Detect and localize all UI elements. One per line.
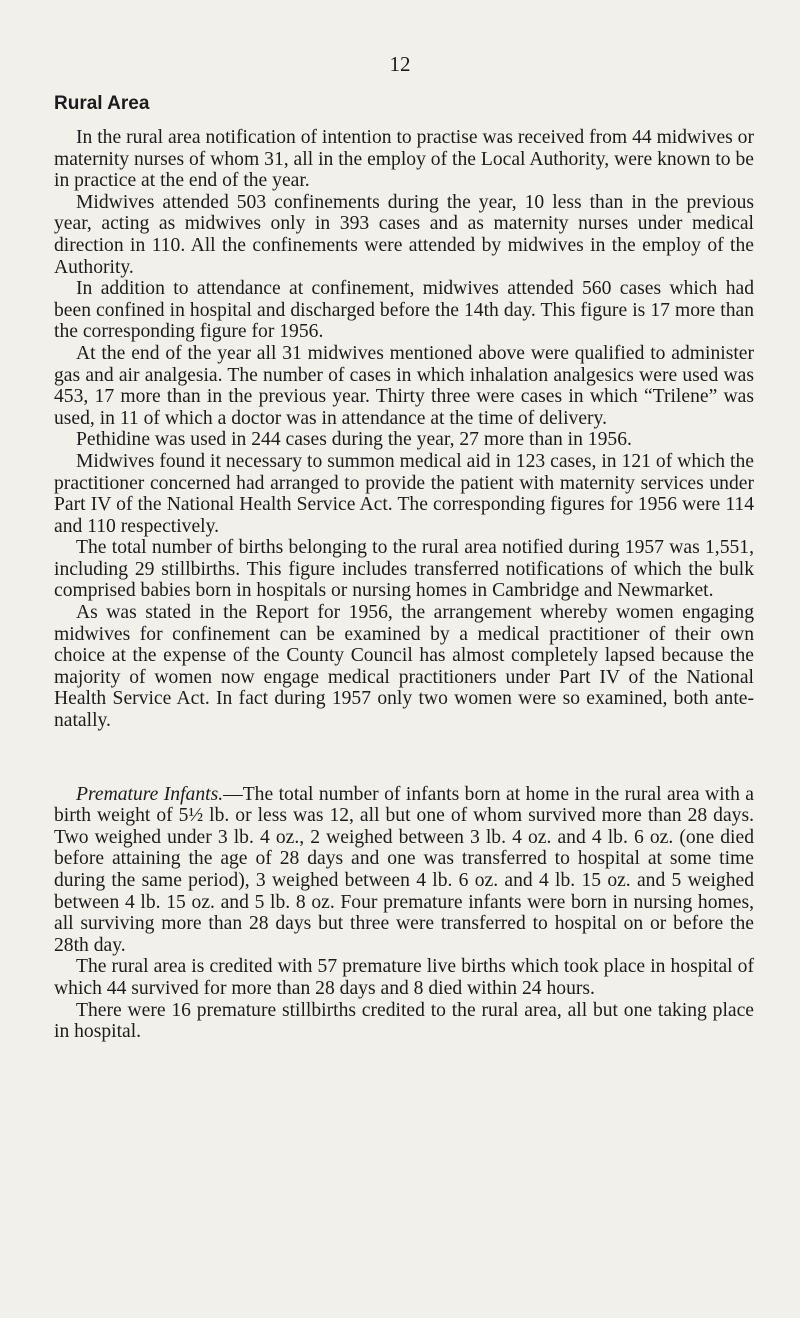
paragraph-hospital-discharge: In addition to attendance at confinement, midwives attended 560 cases which had been confined in hospital and discharged before the 14th day. This figure is 17 more than the corresponding figure for 1956. — [54, 278, 754, 343]
paragraph-examinations: As was stated in the Report for 1956, the arrangement whereby women engaging midwives for confinement can be examined by a medical practitioner of their own choice at the expense of the County Council has almost completely lapsed because the majority of women now engage medical practitioners under Part IV of the National Health Service Act. In fact during 1957 only two women were so examined, both ante-natally. — [54, 602, 754, 732]
paragraph-premature-hospital: The rural area is credited with 57 premature live births which took place in hospital of which 44 survived for more than 28 days and 8 died within 24 hours. — [54, 956, 754, 999]
paragraph-analgesia: At the end of the year all 31 midwives mentioned above were qualified to administer gas and air analgesia. The number of cases in which inhalation analgesics were used was 453, 17 more than in the previous year. Thirty three were cases in which “Trilene” was used, in 11 of which a doctor was in attendance at the time of delivery. — [54, 342, 754, 429]
section-heading-rural-area: Rural Area — [54, 93, 150, 114]
premature-infants-text: —The total number of infants born at home in the rural area with a birth weight of 5½ lb. or less was 12, all but one of whom survived more than 28 days. Two weighed under 3 lb. 4 oz., 2 weighed between 3 lb. 4 oz. and 4 lb. 6 oz. (one died before attaining the age of 28 days and one was transferred to hospital at some time during the same period), 3 weighed between 4 lb. 6 oz. and 4 lb. 15 oz. and 5 weighed between 4 lb. 15 oz. and 5 lb. 8 oz. Four premature infants were born in nursing homes, all surviving more than 28 days but three were transferred to hospital on or before the 28th day. — [54, 783, 754, 956]
subheading-premature-infants: Premature Infants. — [76, 783, 224, 805]
page-content — [54, 93, 754, 1043]
page-number: 12 — [389, 52, 411, 76]
section-gap — [54, 732, 754, 784]
paragraph-confinements: Midwives attended 503 confinements during the year, 10 less than in the previous year, acting as midwives only in 393 cases and as maternity nurses under medical direction in 110. All the confinements were attended by midwives in the employ of the Authority. — [54, 191, 754, 278]
paragraph-notification: In the rural area notification of intention to practise was received from 44 midwives or maternity nurses of whom 31, all in the employ of the Local Authority, were known to be in practice at the end of the year. — [54, 127, 754, 192]
paragraph-premature-stillbirths: There were 16 premature stillbirths credited to the rural area, all but one taking place in hospital. — [54, 999, 754, 1043]
paragraph-pethidine: Pethidine was used in 244 cases during the year, 27 more than in 1956. — [76, 429, 632, 451]
paragraph-premature-infants — [54, 784, 754, 957]
paragraph-medical-aid: Midwives found it necessary to summon medical aid in 123 cases, in 121 of which the practitioner concerned had arranged to provide the patient with maternity services under Part IV of the National Health Service Act. The corresponding figures for 1956 were 114 and 110 respectively. — [54, 450, 754, 537]
paragraph-births: The total number of births belonging to the rural area notified during 1957 was 1,551, including 29 stillbirths. This figure includes transferred notifications of which the bulk comprised babies born in hospitals or nursing homes in Cambridge and Newmarket. — [54, 537, 754, 602]
